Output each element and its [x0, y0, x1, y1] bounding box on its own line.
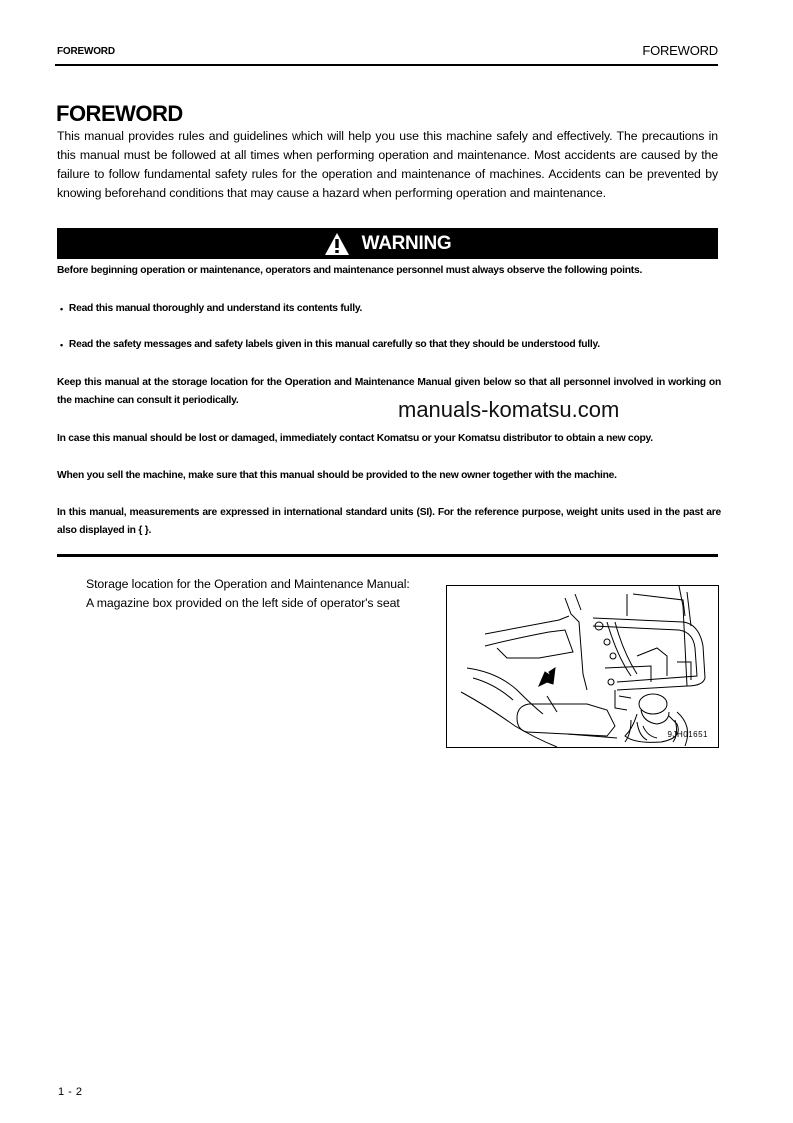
storage-line-2: A magazine box provided on the left side of operator's seat [86, 596, 400, 610]
bullet-text: Read this manual thoroughly and understand its contents fully. [68, 303, 363, 314]
warning-banner [57, 228, 718, 259]
section-divider [57, 554, 718, 557]
list-item [60, 336, 720, 354]
warning-label: WARNING [361, 232, 452, 254]
warning-triangle-icon [324, 232, 350, 256]
bullet-text: Read the safety messages and safety labels given in this manual carefully so that they should be understood fully. [68, 339, 600, 350]
figure-id: 9JH01651 [667, 730, 708, 739]
storage-paragraph: Keep this manual at the storage location for the Operation and Maintenance Manual given below so that all personnel involved in working on the machine can consult it periodically. [57, 377, 721, 406]
magazine-box-illustration [446, 585, 719, 748]
lost-manual-paragraph: In case this manual should be lost or damaged, immediately contact Komatsu or your Komatsu distributor to obtain a new copy. [57, 433, 653, 444]
warning-lead: Before beginning operation or maintenance, operators and maintenance personnel must always observe the following points. [57, 265, 643, 276]
running-header-right: FOREWORD [642, 43, 718, 58]
intro-paragraph: This manual provides rules and guidelines which will help you use this machine safely and effectively. The precautions in this manual must be followed at all times when performing operation and maintenance. Most accidents are caused by the failure to follow fundamental safety rules for the operation and maintenance of machines. Accidents can be prevented by knowing beforehand conditions that may cause a hazard when performing operation and maintenance. [57, 129, 718, 200]
page-title: FOREWORD [56, 101, 183, 126]
running-header-left: FOREWORD [57, 46, 115, 57]
seat-drawing-icon [447, 586, 718, 747]
storage-location-note [86, 575, 410, 613]
units-paragraph: In this manual, measurements are expressed in international standard units (SI). For the reference purpose, weight units used in the past are also displayed in { }. [57, 507, 721, 536]
watermark: manuals-komatsu.com [398, 397, 620, 422]
bullet-icon: • [60, 340, 63, 350]
sell-machine-paragraph: When you sell the machine, make sure that this manual should be provided to the new owner together with the machine. [57, 470, 617, 481]
bullet-icon: • [60, 304, 63, 314]
header-divider [55, 64, 718, 66]
page-number: 1 - 2 [58, 1086, 83, 1098]
list-item [60, 300, 720, 318]
storage-line-1: Storage location for the Operation and Maintenance Manual: [86, 577, 410, 591]
